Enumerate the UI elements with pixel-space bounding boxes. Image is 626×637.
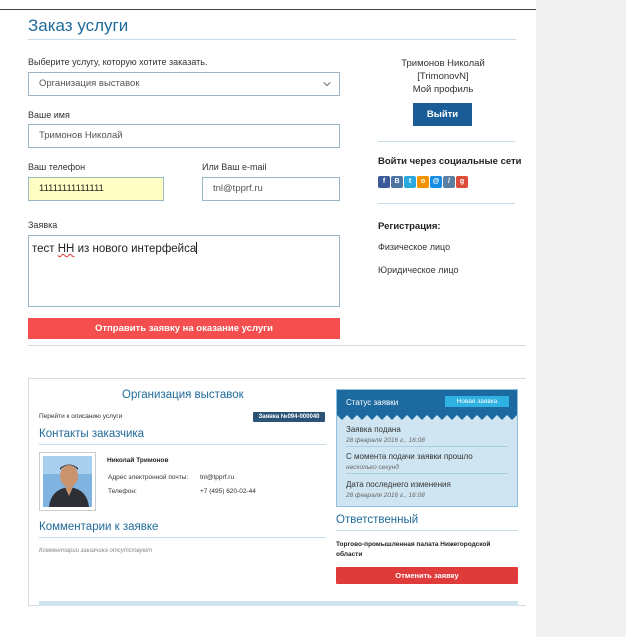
status-divider xyxy=(346,446,508,447)
submitted-date: 28 февраля 2016 г., 16:08 xyxy=(346,437,425,444)
contacts-divider xyxy=(39,444,326,445)
submit-request-button[interactable]: Отправить заявку на оказание услуги xyxy=(28,318,340,339)
right-divider xyxy=(378,203,515,204)
phone-key: Телефон: xyxy=(108,488,137,495)
customer-name: Николай Тримонов xyxy=(107,457,169,464)
card-footer-bar xyxy=(39,601,518,606)
livejournal-icon[interactable]: / xyxy=(443,176,455,188)
right-divider xyxy=(378,141,515,142)
cancel-request-button[interactable]: Отменить заявку xyxy=(336,567,518,584)
avatar xyxy=(39,452,96,511)
responsible-divider xyxy=(336,530,518,531)
submitted-label: Заявка подана xyxy=(346,425,401,434)
email-input[interactable]: tnl@tpprf.ru xyxy=(202,177,340,201)
status-panel xyxy=(336,389,518,507)
avatar-photo xyxy=(43,456,92,507)
top-border xyxy=(0,9,536,10)
page-title: Заказ услуги xyxy=(28,16,129,35)
user-name: Тримонов Николай xyxy=(401,58,485,69)
request-number-badge: Заявка №094-000040 xyxy=(253,412,325,422)
status-badge: Новая заявка xyxy=(445,396,509,407)
responsible-heading: Ответственный xyxy=(336,514,419,526)
social-icons xyxy=(378,176,468,188)
card-service-title: Организация выставок xyxy=(122,389,244,401)
google-plus-icon[interactable]: g xyxy=(456,176,468,188)
register-legal-link[interactable]: Юридическое лицо xyxy=(378,265,459,275)
service-select[interactable] xyxy=(28,72,340,96)
service-label: Выберите услугу, которую хотите заказать. xyxy=(28,57,208,67)
request-text-misspelled: НН xyxy=(57,243,75,255)
user-info xyxy=(380,57,506,96)
last-change-date: 28 февраля 2016 г., 16:08 xyxy=(346,492,425,499)
name-input[interactable]: Тримонов Николай xyxy=(28,124,340,148)
status-header-edge xyxy=(337,415,517,420)
request-text-start: тест xyxy=(32,243,58,255)
status-divider xyxy=(346,473,508,474)
facebook-icon[interactable]: f xyxy=(378,176,390,188)
status-title: Статус заявки xyxy=(346,398,399,407)
name-label: Ваше имя xyxy=(28,110,70,120)
text-caret xyxy=(196,242,197,254)
elapsed-label: С момента подачи заявки прошло xyxy=(346,452,473,461)
user-login: [TrimonovN] xyxy=(417,71,469,82)
mailru-icon[interactable]: @ xyxy=(430,176,442,188)
section-divider xyxy=(28,345,526,346)
request-textarea[interactable] xyxy=(28,235,340,307)
email-key: Адрес электронной почты: xyxy=(108,474,189,481)
customer-phone: +7 (495) 620-02-44 xyxy=(200,488,256,495)
email-label: Или Ваш e-mail xyxy=(202,162,267,172)
service-select-value: Организация выставок xyxy=(39,78,140,89)
comments-divider xyxy=(39,537,326,538)
registration-heading: Регистрация: xyxy=(378,221,441,232)
responsible-org: Торгово-промышленная палата Нижегородской области xyxy=(336,541,491,558)
my-profile-link[interactable]: Мой профиль xyxy=(412,84,474,95)
social-login-heading: Войти через социальные сети xyxy=(378,156,522,167)
phone-label: Ваш телефон xyxy=(28,162,86,172)
title-divider xyxy=(28,39,516,40)
odnoklassniki-icon[interactable]: o xyxy=(417,176,429,188)
status-header xyxy=(337,390,517,415)
comments-heading: Комментарии к заявке xyxy=(39,521,159,533)
contacts-heading: Контакты заказчика xyxy=(39,428,145,440)
customer-email[interactable]: tnl@tpprf.ru xyxy=(200,474,235,481)
page-gutter xyxy=(536,0,626,637)
last-change-label: Дата последнего изменения xyxy=(346,480,451,489)
request-label: Заявка xyxy=(28,220,58,230)
logout-button[interactable]: Выйти xyxy=(413,103,472,126)
service-description-link[interactable]: Перейти к описанию услуги xyxy=(39,413,123,420)
vk-icon[interactable]: B xyxy=(391,176,403,188)
chevron-down-icon xyxy=(323,80,331,88)
no-comments-text: Комментарии заказчика отсутствуют xyxy=(39,548,153,554)
register-individual-link[interactable]: Физическое лицо xyxy=(378,242,451,252)
phone-input[interactable]: 11111111111111 xyxy=(28,177,164,201)
elapsed-value: несколько секунд xyxy=(346,464,399,471)
request-text-end: из нового интерфейса xyxy=(74,243,197,255)
twitter-icon[interactable]: t xyxy=(404,176,416,188)
